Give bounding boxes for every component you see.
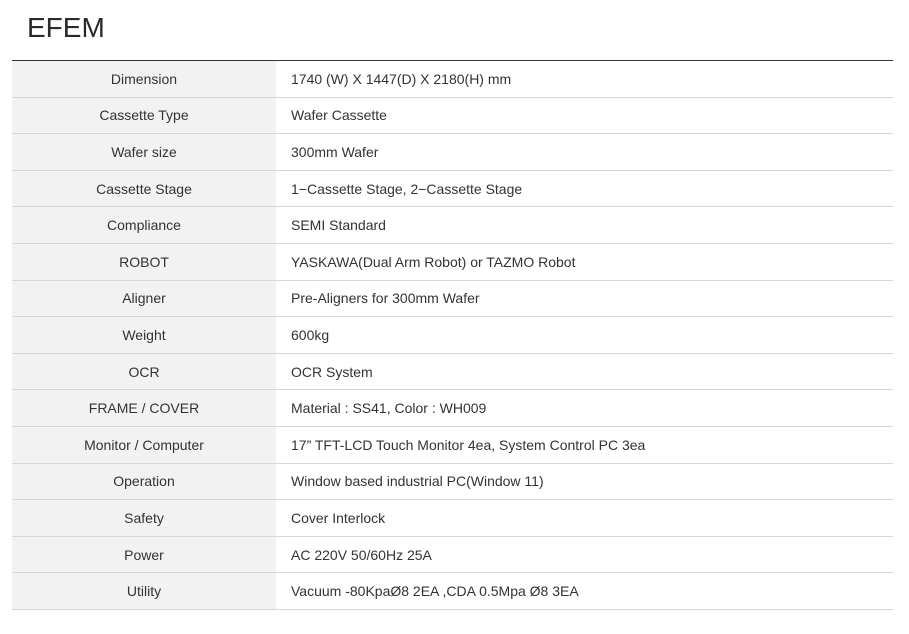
- table-row: [12, 353, 893, 390]
- spec-value: SEMI Standard: [276, 207, 893, 244]
- spec-value: OCR System: [276, 353, 893, 390]
- page-title: EFEM: [27, 12, 105, 43]
- spec-label: Power: [12, 536, 276, 573]
- table-row: [12, 170, 893, 207]
- spec-value: Material : SS41, Color : WH009: [276, 390, 893, 427]
- table-row: [12, 317, 893, 354]
- table-row: [12, 536, 893, 573]
- spec-value: Wafer Cassette: [276, 97, 893, 134]
- table-row: [12, 207, 893, 244]
- table-row: [12, 390, 893, 427]
- spec-value: Pre-Aligners for 300mm Wafer: [276, 280, 893, 317]
- table-row: [12, 463, 893, 500]
- spec-value: 1740 (W) X 1447(D) X 2180(H) mm: [276, 61, 893, 98]
- spec-table-body: [12, 61, 893, 610]
- spec-label: Aligner: [12, 280, 276, 317]
- spec-value: 1−Cassette Stage, 2−Cassette Stage: [276, 170, 893, 207]
- spec-label: FRAME / COVER: [12, 390, 276, 427]
- spec-value: 300mm Wafer: [276, 134, 893, 171]
- spec-value: Cover Interlock: [276, 500, 893, 537]
- spec-value: 17” TFT-LCD Touch Monitor 4ea, System Control PC 3ea: [276, 426, 893, 463]
- spec-label: ROBOT: [12, 243, 276, 280]
- spec-value: Vacuum -80KpaØ8 2EA ,CDA 0.5Mpa Ø8 3EA: [276, 573, 893, 610]
- spec-label: Dimension: [12, 61, 276, 98]
- table-row: [12, 134, 893, 171]
- spec-value: YASKAWA(Dual Arm Robot) or TAZMO Robot: [276, 243, 893, 280]
- table-row: [12, 573, 893, 610]
- spec-table: [12, 60, 893, 610]
- spec-label: Safety: [12, 500, 276, 537]
- table-row: [12, 97, 893, 134]
- spec-label: Compliance: [12, 207, 276, 244]
- spec-value: 600kg: [276, 317, 893, 354]
- spec-label: Monitor / Computer: [12, 426, 276, 463]
- table-row: [12, 500, 893, 537]
- spec-label: Utility: [12, 573, 276, 610]
- spec-value: AC 220V 50/60Hz 25A: [276, 536, 893, 573]
- spec-label: Wafer size: [12, 134, 276, 171]
- spec-label: Operation: [12, 463, 276, 500]
- spec-label: Cassette Stage: [12, 170, 276, 207]
- spec-label: Cassette Type: [12, 97, 276, 134]
- table-row: [12, 61, 893, 98]
- table-row: [12, 243, 893, 280]
- spec-value: Window based industrial PC(Window 11): [276, 463, 893, 500]
- table-row: [12, 280, 893, 317]
- spec-label: Weight: [12, 317, 276, 354]
- table-row: [12, 426, 893, 463]
- spec-label: OCR: [12, 353, 276, 390]
